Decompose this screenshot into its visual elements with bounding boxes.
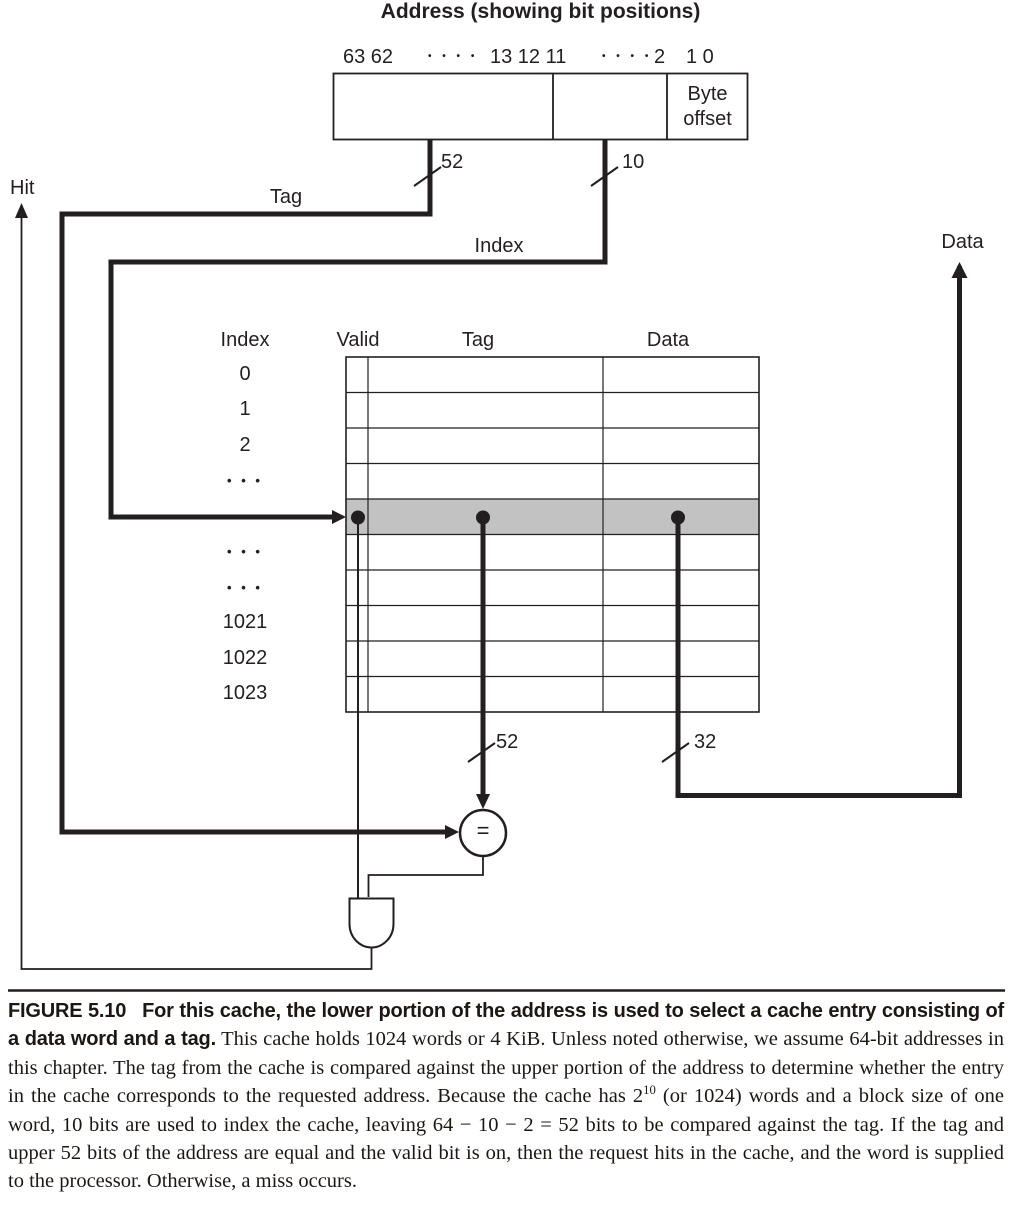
and-gate [350, 899, 394, 948]
ellipsis-dots-icon: • • • • [602, 51, 653, 62]
index-row-label: 1 [239, 398, 251, 420]
data-out-label: Data [941, 231, 984, 253]
cache-table-grid [346, 357, 759, 712]
table-header-tag: Tag [461, 329, 495, 351]
data-bus-width-label: 32 [694, 731, 717, 753]
bit-label-mid: 13 12 11 [490, 46, 567, 68]
data-out-arrowhead-icon [952, 262, 968, 278]
table-header-valid: Valid [336, 329, 380, 351]
tag-wire-arrowhead-icon [445, 825, 459, 839]
index-row-ellipsis: • • • [227, 473, 263, 488]
figure-title: Address (showing bit positions) [380, 0, 701, 23]
tag-bus-width-label: 52 [441, 151, 464, 173]
caption-bold-text: For this cache, the lower portion of the address is used to select a cache entry consisting of a data word and a tag. [8, 1000, 1005, 1051]
stored-tag-arrowhead-icon [476, 794, 490, 809]
caption-body-text: This cache holds 1024 words or 4 KiB. Unless noted otherwise, we assume 64-bit addresses in this chapter. The tag from the cache is compared against the upper portion of the address to determine whether the entry in the cache corresponds to the requested address. Because the cache has 2 [8, 1028, 1004, 1108]
index-row-label: 1022 [222, 647, 268, 669]
index-row-ellipsis: • • • [227, 580, 263, 595]
tag-wire-label: Tag [269, 186, 303, 208]
hit-arrowhead-icon [15, 203, 28, 218]
tag-tap-dot [476, 511, 490, 525]
data-tap-dot [671, 511, 685, 525]
index-row-label: 1023 [222, 682, 268, 704]
caption-superscript: 10 [643, 1083, 656, 1098]
comparator-output-wire [369, 856, 484, 897]
comparator-equals-symbol: = [476, 818, 490, 843]
index-row-label: 2 [239, 434, 251, 456]
compare-bus-width-label: 52 [496, 731, 519, 753]
index-wire-arrowhead-icon [332, 510, 346, 524]
figure-number-label: FIGURE 5.10 [8, 1000, 127, 1022]
table-header-data: Data [646, 329, 690, 351]
selected-row-highlight [346, 499, 759, 535]
index-row-label: 0 [239, 363, 251, 385]
index-row-label: 1021 [222, 611, 268, 633]
table-header-index: Index [220, 329, 270, 351]
figure-caption [8, 997, 1004, 1196]
index-bus-width-label: 10 [622, 151, 645, 173]
bit-label-low: 1 0 [686, 46, 714, 68]
hit-label: Hit [10, 177, 35, 199]
ellipsis-dots-icon: • • • • [428, 51, 479, 62]
bit-label-high: 63 62 [343, 46, 394, 68]
index-row-ellipsis: • • • [227, 544, 263, 559]
caption-body-text: (or 1024) words and a block size of one word, 10 bits are used to index the cache, leaving 64 − 10 − 2 = 52 bits to be compared against the tag. If the tag and upper 52 bits of the address are equal and the valid bit is on, then the request hits in the cache, and the word is supplied to the processor. Otherwise, a miss occurs. [8, 1085, 1004, 1193]
bit-label-2: 2 [654, 46, 666, 68]
valid-tap-dot [351, 511, 365, 525]
byte-offset-label: Byte offset [683, 83, 732, 130]
index-wire-label: Index [474, 235, 524, 257]
